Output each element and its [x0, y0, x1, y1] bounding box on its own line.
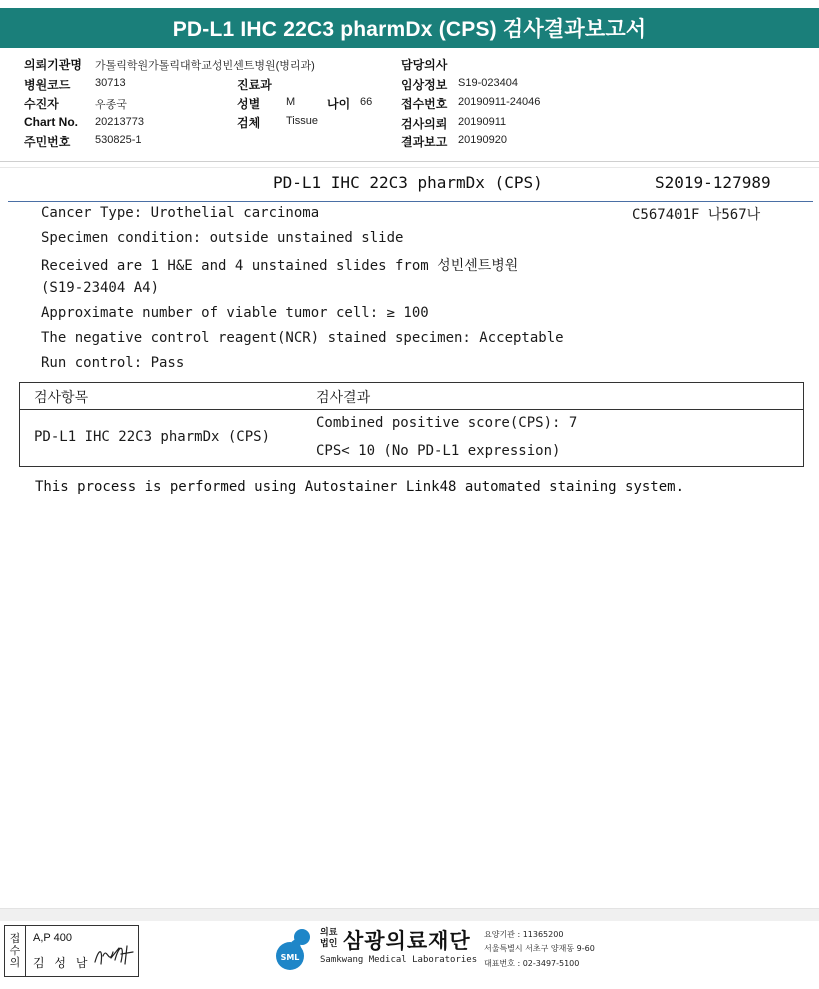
- received-slides-line: Received are 1 H&E and 4 unstained slides from 성빈센트병원: [41, 258, 519, 274]
- process-note: This process is performed using Autostainer Link48 automated staining system.: [35, 479, 685, 495]
- org-prefix-line: 의료: [320, 928, 338, 938]
- header-divider: [0, 161, 819, 162]
- receipt-label-char: 수: [9, 944, 21, 957]
- doctor-label: 담당의사: [401, 58, 448, 72]
- patient-label: 수진자: [24, 97, 59, 111]
- report-title-bar: [0, 8, 819, 48]
- receipt-no-value: 20190911-24046: [458, 96, 541, 108]
- results-table-header: [20, 383, 803, 410]
- specimen-value: Tissue: [286, 115, 318, 127]
- sample-id: C567401F 나567나: [632, 207, 761, 223]
- org-address: 서울특별시 서초구 양재동 9-60: [484, 944, 595, 953]
- patient-value: 우종국: [95, 99, 127, 111]
- report-heading-divider: [8, 201, 813, 202]
- department-label: 진료과: [237, 78, 272, 92]
- result-cps-score: Combined positive score(CPS): 7: [316, 415, 578, 431]
- result-item-name: PD-L1 IHC 22C3 pharmDx (CPS): [34, 429, 271, 445]
- chart-no-value: 20213773: [95, 116, 144, 128]
- clinical-info-value: S19-023404: [458, 77, 518, 89]
- receipt-no-label: 접수번호: [401, 97, 448, 111]
- age-value: 66: [360, 96, 373, 108]
- chart-no-label: Chart No.: [24, 115, 78, 129]
- clinical-info-label: 임상정보: [401, 78, 448, 92]
- results-table: [19, 382, 804, 467]
- report-title: PD-L1 IHC 22C3 pharmDx (CPS) 검사결과보고서: [172, 18, 647, 41]
- org-phone: 대표번호 : 02-3497-5100: [484, 959, 580, 968]
- sml-logo-icon: [272, 926, 316, 974]
- resident-no-value: 530825-1: [95, 134, 142, 146]
- hospital-code-value: 30713: [95, 77, 126, 89]
- org-license-number: 요양기관 : 11365200: [484, 930, 564, 939]
- footer-divider: [0, 908, 819, 921]
- institution-label: 의뢰기관명: [24, 58, 82, 72]
- slide-reference-line: (S19-23404 A4): [41, 280, 160, 296]
- age-label: 나이: [327, 97, 351, 111]
- signature-box: [4, 925, 139, 977]
- handwritten-signature: [91, 938, 137, 972]
- report-date-value: 20190920: [458, 134, 507, 146]
- hospital-code-label: 병원코드: [24, 78, 71, 92]
- column-header-result: 검사결과: [316, 390, 371, 406]
- receipt-label: [5, 926, 26, 976]
- org-prefix-line: 법인: [320, 939, 338, 949]
- request-date-value: 20190911: [458, 116, 507, 128]
- request-date-label: 검사의뢰: [401, 117, 448, 131]
- cancer-type-line: Cancer Type: Urothelial carcinoma: [41, 205, 320, 221]
- report-date-label: 결과보고: [401, 135, 448, 149]
- test-name-heading: PD-L1 IHC 22C3 pharmDx (CPS): [273, 173, 543, 192]
- specimen-condition-line: Specimen condition: outside unstained slide: [41, 230, 404, 246]
- header-divider-secondary: [0, 167, 819, 168]
- run-control-line: Run control: Pass: [41, 355, 185, 371]
- receipt-label-char: 접: [9, 932, 21, 945]
- accession-number: S2019-127989: [655, 173, 771, 192]
- pathologist-code: A,P 400: [33, 932, 72, 944]
- pathologist-name: 김 성 남: [33, 956, 91, 970]
- resident-no-label: 주민번호: [24, 135, 71, 149]
- receipt-label-char: 의: [9, 956, 21, 969]
- sex-value: M: [286, 96, 296, 108]
- tumor-cell-count-line: Approximate number of viable tumor cell: ≥ 100: [41, 305, 429, 321]
- institution-value: 가톨릭학원가톨릭대학교성빈센트병원(병리과): [95, 60, 315, 72]
- result-interpretation: CPS< 10 (No PD-L1 expression): [316, 443, 561, 459]
- negative-control-line: The negative control reagent(NCR) stained specimen: Acceptable: [41, 330, 564, 346]
- org-legal-prefix: [320, 928, 342, 950]
- org-name: 삼광의료재단: [343, 929, 471, 953]
- column-header-item: 검사항목: [34, 390, 89, 406]
- org-english-name: Samkwang Medical Laboratories: [320, 955, 478, 965]
- sex-label: 성별: [237, 97, 261, 111]
- report-header-info: [0, 50, 819, 160]
- specimen-label: 검체: [237, 116, 261, 130]
- logo-text: SML: [280, 953, 300, 962]
